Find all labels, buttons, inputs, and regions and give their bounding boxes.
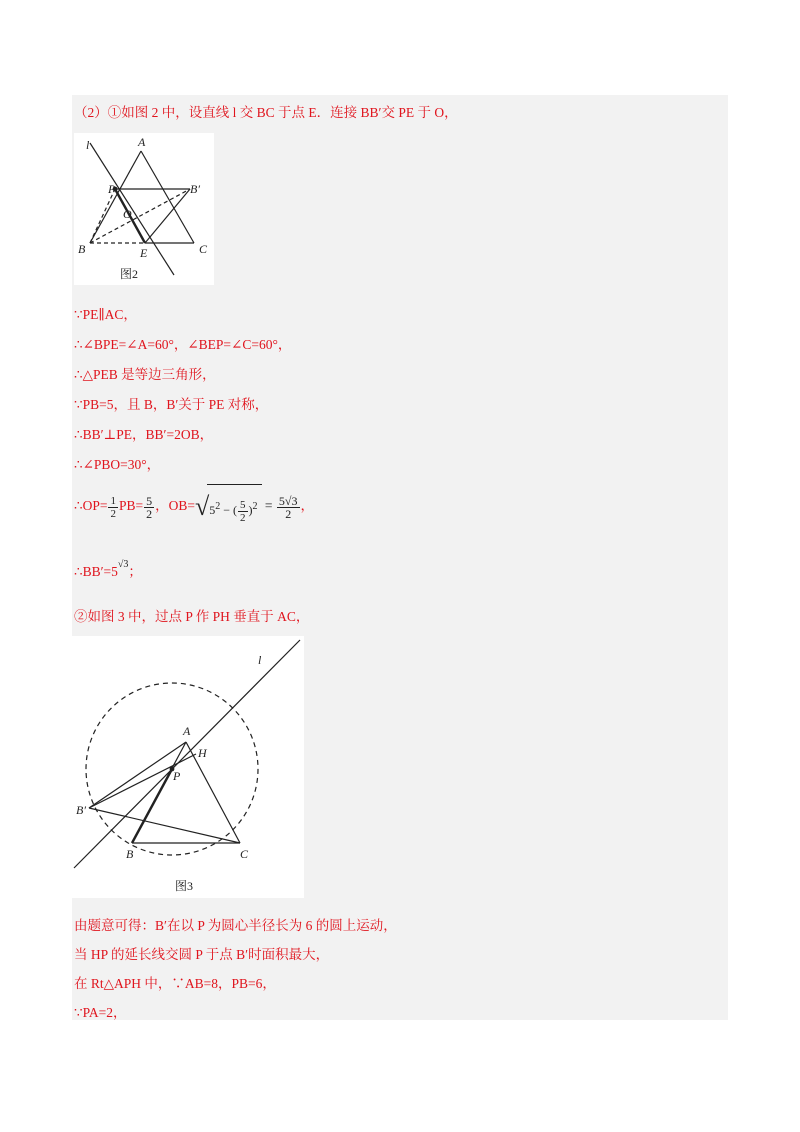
line-l	[90, 143, 174, 275]
conclusion-1: 由题意可得：B′在以 P 为圆心半径长为 6 的圆上运动，	[74, 918, 397, 933]
label-P: P	[108, 182, 116, 196]
label-l: l	[258, 653, 262, 667]
figure-2-caption: 图2	[120, 267, 139, 281]
fraction-pb	[144, 495, 154, 520]
result-numerator: 5√3	[278, 493, 298, 508]
part2-line: ②如图 3 中，过点 P 作 PH 垂直于 AC，	[74, 609, 310, 624]
formula-mid2: ，OB=	[155, 498, 195, 514]
figure-3	[72, 636, 304, 898]
radicand	[207, 484, 261, 530]
step-1: ∵PE∥AC，	[74, 307, 137, 322]
formula-equals: =	[261, 498, 276, 514]
half-numerator: 1	[110, 494, 116, 507]
pb-numerator: 5	[146, 493, 153, 508]
radicand-b-denominator: 2	[240, 511, 246, 524]
fraction-result	[277, 495, 300, 520]
step-3: ∴△PEB 是等边三角形，	[74, 367, 216, 382]
figure-3-diagram	[72, 636, 304, 898]
formula-suffix: ，	[300, 498, 314, 514]
label-B: B	[126, 847, 134, 861]
segment-B-prime-A	[89, 742, 186, 808]
radicand-a: 5	[209, 503, 216, 517]
bb-result-suffix: ；	[128, 564, 142, 579]
bb-result-sqrt: √3	[117, 558, 129, 570]
segment-BP-dashed	[90, 189, 115, 243]
segment-AC	[141, 151, 194, 243]
step-6: ∴∠PBO=30°，	[74, 457, 161, 472]
segment-AC	[186, 742, 240, 843]
half-denominator: 2	[110, 507, 116, 520]
conclusion-4: ∵PA=2，	[74, 1005, 127, 1020]
figure-2	[74, 133, 214, 285]
conclusion-2: 当 HP 的延长线交圆 P 于点 B′时面积最大，	[74, 947, 330, 962]
radicand-b-numerator: 5	[240, 498, 246, 511]
step-5: ∴BB′⊥PE，BB′=2OB，	[74, 427, 214, 442]
segment-PB	[132, 769, 172, 843]
label-O: O	[123, 207, 132, 221]
formula-mid1: PB=	[118, 498, 144, 514]
radical-sign: √	[194, 492, 210, 521]
label-C: C	[240, 847, 249, 861]
radicand-close: )	[248, 503, 253, 517]
step-2: ∴∠BPE=∠A=60°，∠BEP=∠C=60°，	[74, 337, 292, 352]
result-denominator: 2	[285, 506, 292, 521]
step-4: ∵PB=5，且 B，B′关于 PE 对称，	[74, 397, 269, 412]
formula-line	[74, 484, 314, 530]
segment-B-prime-C	[89, 808, 240, 843]
label-E: E	[140, 246, 148, 260]
radicand-a-exp: 2	[215, 501, 221, 512]
fraction-radicand	[238, 499, 248, 524]
pb-denominator: 2	[146, 506, 153, 521]
label-P: P	[173, 769, 181, 783]
fraction-half	[108, 495, 118, 520]
formula-prefix: ∴OP=	[74, 498, 108, 514]
label-l: l	[86, 138, 90, 152]
radicand-b-exp: 2	[252, 501, 258, 512]
figure-2-diagram	[74, 133, 214, 285]
label-C: C	[199, 242, 208, 256]
label-B-prime: B′	[76, 803, 86, 817]
label-A: A	[183, 724, 191, 738]
label-B-prime: B′	[190, 182, 200, 196]
figure-3-caption: 图3	[175, 879, 194, 893]
header-line: （2）①如图 2 中，设直线 l 交 BC 于点 E．连接 BB′交 PE 于 O，	[74, 105, 458, 120]
conclusion-3: 在 Rt△APH 中，∵AB=8，PB=6，	[74, 976, 276, 991]
label-H: H	[198, 746, 207, 760]
label-A: A	[138, 135, 146, 149]
label-B: B	[78, 242, 86, 256]
bb-result-line	[74, 560, 142, 580]
line-l	[74, 640, 300, 868]
bb-result-prefix: ∴BB′=5	[74, 564, 118, 579]
radicand-minus: − (	[220, 503, 238, 517]
